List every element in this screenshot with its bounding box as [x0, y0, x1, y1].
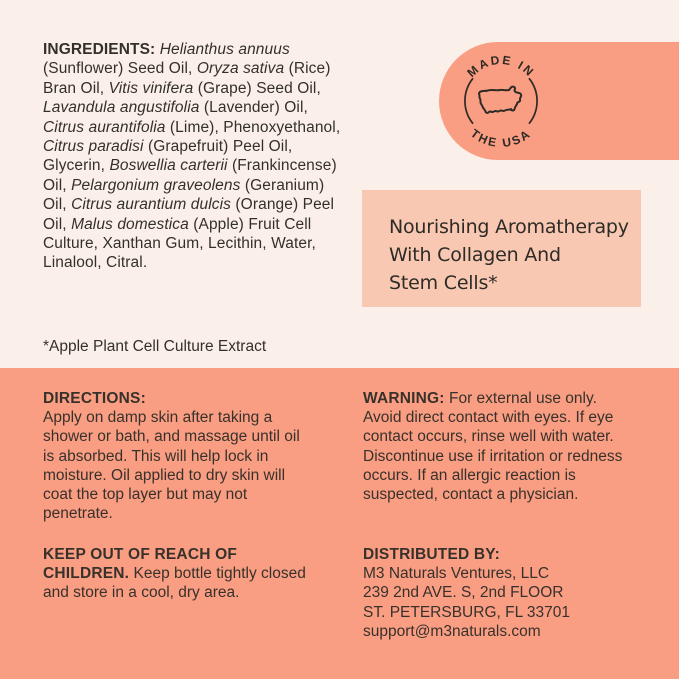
- ingredients-text: INGREDIENTS: Helianthus annuus (Sunflower) Seed Oil, Oryza sativa (Rice) Bran Oil, Vitis vinifera (Grape) Seed Oil, Lavandula angustifolia (Lavender) Oil, Citrus aurantifolia (Lime), Phenoxyethanol, Citrus paradisi (Grapefruit) Peel Oil, Glycerin, Boswellia carterii (Frankincense) Oil, Pelargonium graveolens (Geranium) Oil, Citrus aurantium dulcis (Orange) Peel Oil, Malus domestica (Apple) Fruit Cell Culture, Xanthan Gum, Lecithin, Water, Linalool, Citral.: [43, 41, 341, 272]
- stamp-left-arc-icon: [465, 79, 473, 123]
- headline-box: [362, 190, 641, 307]
- directions-body: Apply on damp skin after taking a shower or bath, and massage until oil is absorbed. This will help lock in moisture. Oil applied to dry skin will coat the top layer but may not penetrate.: [43, 409, 300, 523]
- ingredients-footnote: *Apple Plant Cell Culture Extract: [43, 338, 267, 355]
- distributed-heading: DISTRIBUTED BY:: [363, 546, 501, 563]
- directions-section: [43, 389, 305, 523]
- headline-line-1: Nourishing Aromatherapy: [389, 216, 629, 238]
- stamp-text-top: MADE IN: [464, 52, 538, 80]
- made-in-usa-badge: [439, 42, 679, 160]
- distributed-line-1: M3 Naturals Ventures, LLC: [363, 565, 550, 583]
- headline-line-3: Stem Cells*: [389, 272, 498, 294]
- warning-section: [363, 389, 635, 504]
- distributed-line-3: ST. PETERSBURG, FL 33701: [363, 603, 571, 621]
- directions-heading: DIRECTIONS:: [43, 390, 146, 407]
- distributed-line-4: support@m3naturals.com: [363, 622, 541, 640]
- distributed-section: [363, 545, 643, 641]
- warning-body: For external use only. Avoid direct contact with eyes. If eye contact occurs, rinse well with water. Discontinue use if irritation or redness occurs. If an allergic reaction is suspected, contact a physician.: [363, 390, 623, 504]
- headline-line-2: With Collagen And: [389, 244, 561, 266]
- keep-out-body: Keep bottle tightly closed and store in a cool, dry area.: [43, 565, 306, 602]
- made-in-usa-stamp: [451, 51, 551, 151]
- bottom-panel: [0, 368, 679, 679]
- distributed-line-2: 239 2nd AVE. S, 2nd FLOOR: [363, 584, 564, 602]
- stamp-right-arc-icon: [529, 79, 537, 123]
- usa-map-icon: [479, 87, 521, 113]
- keep-out-section: [43, 545, 319, 603]
- stamp-text-bottom: THE USA: [467, 126, 535, 151]
- warning-heading: WARNING:: [363, 390, 445, 407]
- keep-out-heading: KEEP OUT OF REACH OF CHILDREN.: [43, 546, 238, 583]
